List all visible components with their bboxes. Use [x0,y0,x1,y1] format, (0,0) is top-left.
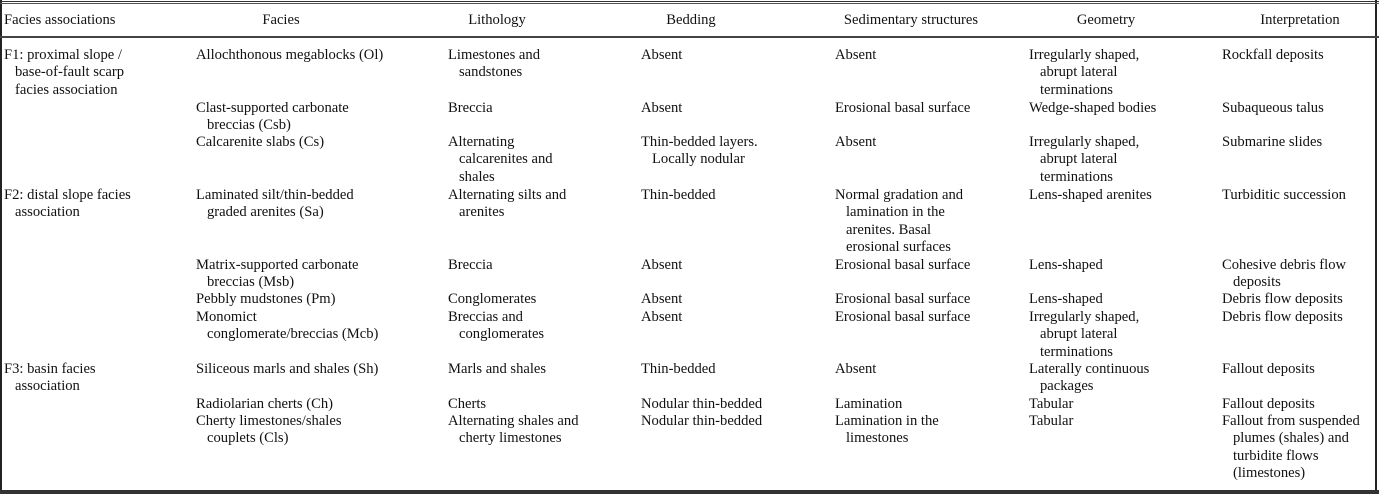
cell-line: Erosional basal surface [835,291,971,307]
cell-line: association [15,204,80,221]
cell-line: Alternating shales and [448,413,579,429]
cell-line: arenites. Basal [846,221,932,238]
cell-line: Lens-shaped [1029,257,1103,273]
bedding-cell [641,396,762,413]
facies-cell [196,361,378,378]
facies-cell [196,47,383,64]
interpretation-cell [1222,187,1346,204]
cell-line: Absent [641,257,683,273]
cell-line: calcarenites and [459,151,553,168]
interpretation-cell [1222,47,1324,64]
cell-line: terminations [1040,81,1113,98]
cell-line: turbidite flows [1233,447,1319,464]
table-bottom-rule [0,490,1379,494]
cell-line: facies association [15,81,118,98]
cell-line: Alternating silts and [448,187,567,203]
cell-line: Erosional basal surface [835,257,971,273]
cell-line: abrupt lateral [1040,326,1118,343]
cell-line: (limestones) [1233,465,1306,482]
interpretation-cell [1222,257,1346,292]
cell-line: Rockfall deposits [1222,47,1324,63]
facies-cell [196,291,335,308]
cell-line: breccias (Csb) [207,117,291,134]
facies-association-cell [4,47,124,99]
cell-line: lamination in the [846,204,945,221]
bedding-cell [641,100,682,117]
cell-line: F3: basin facies [4,361,96,377]
table-header-rule [0,36,1379,38]
cell-line: F1: proximal slope / [4,47,122,63]
structures-cell [835,291,970,308]
cell-line: Nodular thin-bedded [641,413,763,429]
cell-line: Tabular [1029,396,1074,412]
structures-cell [835,187,963,257]
bedding-cell [641,309,682,326]
bedding-cell [641,47,682,64]
geometry-cell [1029,413,1073,430]
cell-line: Absent [641,291,683,307]
structures-cell [835,100,970,117]
interpretation-cell [1222,361,1315,378]
cell-line: terminations [1040,168,1113,185]
lithology-cell [448,257,493,274]
cell-line: Irregularly shaped, [1029,134,1140,150]
cell-line: Pebbly mudstones (Pm) [196,291,336,307]
cell-line: Wedge-shaped bodies [1029,100,1157,116]
cell-line: Tabular [1029,413,1074,429]
lithology-cell [448,361,546,378]
cell-line: Cherty limestones/shales [196,413,342,429]
cell-line: sandstones [459,64,523,81]
cell-line: Lens-shaped arenites [1029,187,1152,203]
geometry-cell [1029,396,1073,413]
facies-cell [196,257,359,292]
geometry-cell [1029,47,1139,99]
interpretation-cell [1222,396,1315,413]
geometry-cell [1029,257,1103,274]
cell-line: Locally nodular [652,151,745,168]
cell-line: Radiolarian cherts (Ch) [196,396,333,412]
facies-association-cell [4,187,131,222]
bedding-cell [641,413,762,430]
cell-line: conglomerates [459,326,545,343]
geometry-cell [1029,134,1139,186]
cell-line: Alternating [448,134,515,150]
interpretation-cell [1222,309,1343,326]
geometry-cell [1029,361,1149,396]
cell-line: Erosional basal surface [835,309,971,325]
structures-cell [835,396,902,413]
lithology-cell [448,134,553,186]
lithology-cell [448,187,566,222]
bedding-cell [641,134,758,169]
interpretation-cell [1222,134,1322,151]
structures-cell [835,309,970,326]
column-header-bedding: Bedding [666,12,716,28]
geometry-cell [1029,291,1103,308]
cell-line: Matrix-supported carbonate [196,257,359,273]
facies-association-cell [4,361,96,396]
geometry-cell [1029,309,1139,361]
cell-line: Debris flow deposits [1222,291,1343,307]
cell-line: Laminated silt/thin-bedded [196,187,354,203]
cell-line: Submarine slides [1222,134,1323,150]
structures-cell [835,361,876,378]
cell-line: breccias (Msb) [207,274,295,291]
cell-line: F2: distal slope facies [4,187,131,203]
cell-line: shales [459,168,495,185]
lithology-cell [448,291,536,308]
structures-cell [835,47,876,64]
cell-line: Thin-bedded [641,361,716,377]
cell-line: Debris flow deposits [1222,309,1343,325]
cell-line: Breccia [448,100,493,116]
cell-line: terminations [1040,343,1113,360]
cell-line: Lamination [835,396,903,412]
cell-line: Fallout from suspended [1222,413,1360,429]
lithology-cell [448,309,544,344]
cell-line: graded arenites (Sa) [207,204,324,221]
cell-line: Irregularly shaped, [1029,309,1140,325]
cell-line: couplets (Cls) [207,430,289,447]
lithology-cell [448,413,579,448]
bedding-cell [641,291,682,308]
cell-line: conglomerate/breccias (Mcb) [207,326,379,343]
interpretation-cell [1222,291,1343,308]
cell-line: abrupt lateral [1040,151,1118,168]
cell-line: Conglomerates [448,291,537,307]
cell-line: Absent [641,47,683,63]
cell-line: Normal gradation and [835,187,964,203]
lithology-cell [448,47,540,82]
cell-line: Absent [835,47,877,63]
cell-line: abrupt lateral [1040,64,1118,81]
facies-cell [196,100,349,135]
facies-cell [196,187,354,222]
cell-line: Lamination in the [835,413,939,429]
cell-line: packages [1040,378,1094,395]
facies-cell [196,396,333,413]
lithology-cell [448,396,486,413]
geometry-cell [1029,187,1152,204]
cell-line: Clast-supported carbonate [196,100,349,116]
bedding-cell [641,257,682,274]
cell-line: Laterally continuous [1029,361,1150,377]
cell-line: Marls and shales [448,361,547,377]
column-header-geometry: Geometry [1076,12,1136,28]
cell-line: Cohesive debris flow [1222,257,1347,273]
cell-line: Limestones and [448,47,541,63]
cell-line: Irregularly shaped, [1029,47,1140,63]
table-top-rule [0,1,1379,4]
column-header-lithology: Lithology [468,12,526,28]
column-header-structures: Sedimentary structures [843,12,979,28]
cell-line: limestones [846,430,909,447]
geometry-cell [1029,100,1156,117]
cell-line: Absent [641,100,683,116]
cell-line: erosional surfaces [846,239,951,256]
cell-line: deposits [1233,274,1281,291]
facies-cell [196,413,342,448]
cell-line: Absent [835,134,877,150]
cell-line: Fallout deposits [1222,396,1315,412]
cell-line: Absent [641,309,683,325]
interpretation-cell [1222,413,1360,483]
cell-line: Fallout deposits [1222,361,1315,377]
facies-cell [196,134,324,151]
column-header-association: Facies associations [4,12,116,28]
structures-cell [835,257,970,274]
column-header-facies: Facies [262,12,300,28]
cell-line: base-of-fault scarp [15,64,124,81]
cell-line: Monomict [196,309,257,325]
cell-line: Thin-bedded [641,187,716,203]
cell-line: cherty limestones [459,430,562,447]
bedding-cell [641,187,716,204]
structures-cell [835,134,876,151]
cell-line: association [15,378,80,395]
lithology-cell [448,100,493,117]
cell-line: Breccia [448,257,493,273]
cell-line: Turbiditic succession [1222,187,1346,203]
cell-line: Erosional basal surface [835,100,971,116]
structures-cell [835,413,939,448]
cell-line: Cherts [448,396,487,412]
interpretation-cell [1222,100,1324,117]
cell-line: arenites [459,204,505,221]
cell-line: Subaqueous talus [1222,100,1324,116]
cell-line: Siliceous marls and shales (Sh) [196,361,379,377]
cell-line: plumes (shales) and [1233,430,1349,447]
cell-line: Allochthonous megablocks (Ol) [196,47,384,63]
cell-line: Absent [835,361,877,377]
column-header-interpretation: Interpretation [1260,12,1340,28]
cell-line: Lens-shaped [1029,291,1103,307]
bedding-cell [641,361,716,378]
cell-line: Breccias and [448,309,523,325]
cell-line: Thin-bedded layers. [641,134,758,150]
cell-line: Calcarenite slabs (Cs) [196,134,325,150]
cell-line: Nodular thin-bedded [641,396,763,412]
facies-cell [196,309,378,344]
